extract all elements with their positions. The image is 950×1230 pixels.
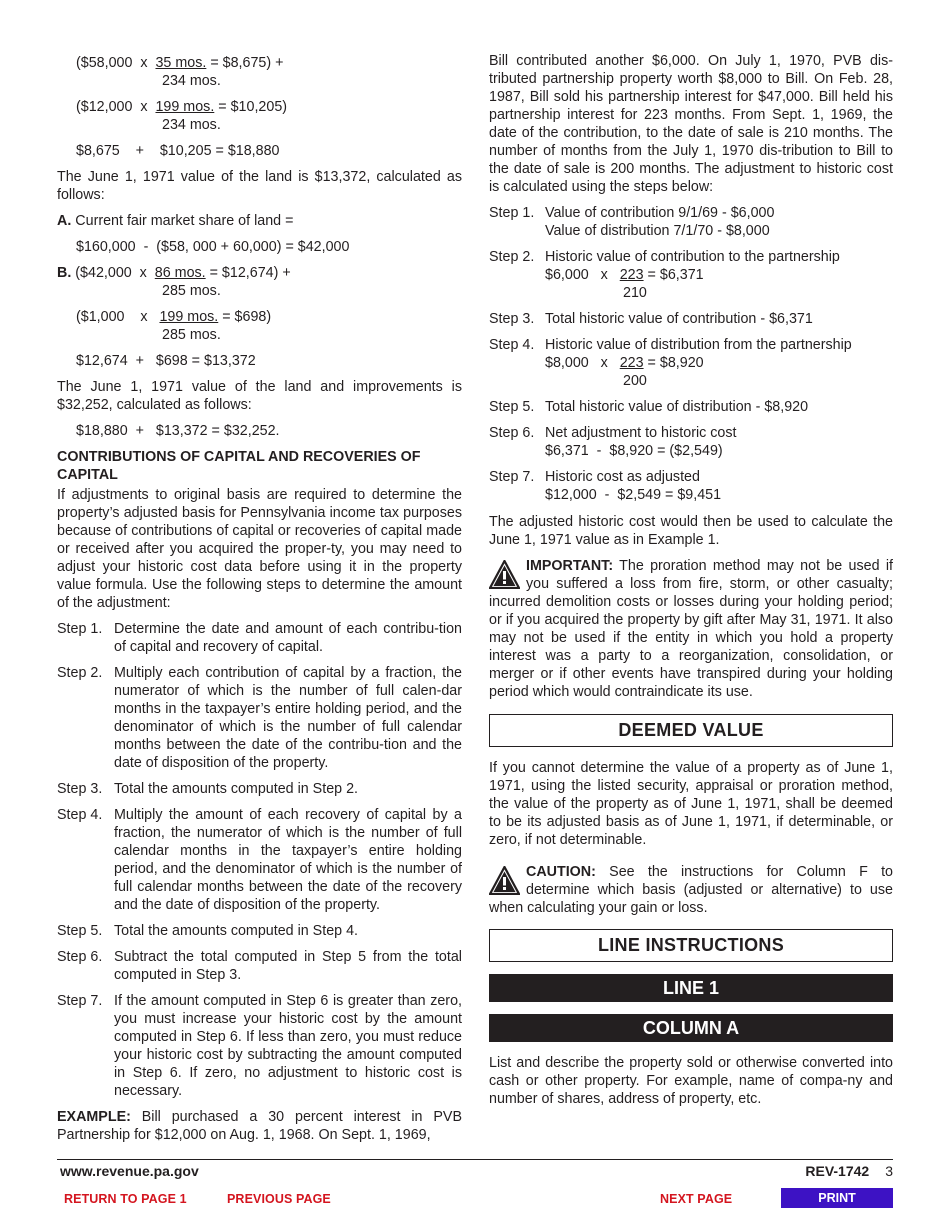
land-impr-intro: The June 1, 1971 value of the land and improvements is $32,252, calculated as follows: bbox=[57, 379, 462, 413]
step-number: Step 4. bbox=[57, 807, 103, 823]
footer-divider bbox=[57, 1159, 893, 1160]
step-number: Step 1. bbox=[489, 205, 535, 221]
steps-list bbox=[57, 620, 462, 1100]
calc-text: ($12,000 x bbox=[76, 99, 156, 115]
step-text: Multiply each contribution of capital by a fraction, the numerator of which is the number of full calen-dar months in the taxpayer’s entire holding period, and the denominator of which is the number of full calendar months between the date of the contribu-tion and the date of disposition of the property. bbox=[114, 665, 462, 771]
section-heading-contributions: CONTRIBUTIONS OF CAPITAL AND RECOVERIES OF CAPITAL bbox=[57, 449, 421, 483]
calc-text: $6,000 x bbox=[545, 267, 620, 283]
step-item bbox=[57, 922, 462, 940]
step-number: Step 5. bbox=[489, 399, 535, 415]
step-line: Net adjustment to historic cost bbox=[545, 425, 737, 441]
step-number: Step 6. bbox=[57, 949, 103, 965]
calc-numerator: 223 bbox=[619, 267, 644, 283]
step-number: Step 3. bbox=[489, 311, 535, 327]
important-note bbox=[489, 557, 893, 701]
step-text: Determine the date and amount of each contribu-tion of capital and recovery of capital. bbox=[114, 621, 462, 655]
warning-icon bbox=[489, 866, 520, 895]
step-line: $12,000 - $2,549 = $9,451 bbox=[545, 487, 722, 503]
calc-step bbox=[489, 248, 893, 302]
step-item bbox=[57, 664, 462, 772]
important-label: IMPORTANT: bbox=[526, 558, 614, 574]
caution-label: CAUTION: bbox=[526, 864, 596, 880]
calc-numerator: 199 mos. bbox=[155, 99, 215, 115]
calc-denominator: 210 bbox=[623, 285, 647, 301]
item-a-label: A. bbox=[57, 213, 72, 229]
calc-denominator: 234 mos. bbox=[162, 117, 221, 133]
example-label: EXAMPLE: bbox=[57, 1109, 131, 1125]
calc-step bbox=[489, 424, 893, 460]
caution-text: See the instructions for Column F to determine which basis (adjusted or alternative) to use when calculating your gain or loss. bbox=[489, 864, 893, 916]
step-item bbox=[57, 780, 462, 798]
footer-form-id bbox=[805, 1162, 893, 1180]
calc-b-1 bbox=[57, 264, 462, 300]
page-number: 3 bbox=[885, 1163, 893, 1179]
caution-note bbox=[489, 863, 893, 917]
example-paragraph bbox=[57, 1108, 462, 1144]
calc-b-sum: $12,674 + $698 = $13,372 bbox=[76, 353, 256, 369]
step-number: Step 2. bbox=[489, 249, 535, 265]
calc-numerator: 199 mos. bbox=[159, 309, 219, 325]
item-a bbox=[57, 212, 462, 230]
calc-text: ($42,000 x bbox=[75, 265, 155, 281]
step-number: Step 1. bbox=[57, 621, 103, 637]
column-a-paragraph: List and describe the property sold or otherwise converted into cash or other property. For example, name of compa-ny and number of shares, address of property, etc. bbox=[489, 1055, 893, 1107]
section-heading-deemed-value: DEEMED VALUE bbox=[489, 714, 893, 747]
calc-denominator: 285 mos. bbox=[162, 283, 221, 299]
calc-text: = $8,675) + bbox=[206, 55, 284, 71]
form-number: REV-1742 bbox=[805, 1163, 870, 1179]
calc-step bbox=[489, 468, 893, 504]
important-text: The proration method may not be used if you suffered a loss from fire, storm, or other casualty; incurred demolition costs or losses during your holding period; or if you acquired the property by gift after May 31, 1971. It also may not be used if the entity in which you hold a property interest was a party to a reorganization, consolidation, or merger or if other events have transpired during your holding period which would contraindicate its use. bbox=[489, 558, 893, 700]
calc-text: = $8,920 bbox=[643, 355, 704, 371]
step-number: Step 7. bbox=[57, 993, 103, 1009]
next-page-link[interactable]: NEXT PAGE bbox=[660, 1192, 733, 1206]
calc-numerator: 86 mos. bbox=[154, 265, 206, 281]
step-number: Step 2. bbox=[57, 665, 103, 681]
calc-step bbox=[489, 204, 893, 240]
item-a-text: Current fair market share of land = bbox=[75, 213, 294, 229]
calc-text: = $10,205) bbox=[214, 99, 288, 115]
adjusted-paragraph: The adjusted historic cost would then be used to calculate the June 1, 1971 value as in Example 1. bbox=[489, 514, 893, 548]
previous-page-link[interactable]: PREVIOUS PAGE bbox=[227, 1192, 331, 1206]
step-item bbox=[57, 806, 462, 914]
calc-text: = $6,371 bbox=[643, 267, 704, 283]
step-number: Step 5. bbox=[57, 923, 103, 939]
calc-denominator: 285 mos. bbox=[162, 327, 221, 343]
step-line: Value of contribution 9/1/69 - $6,000 bbox=[545, 205, 775, 221]
contrib-paragraph: If adjustments to original basis are required to determine the property’s adjusted basis for Pennsylvania income tax purposes because of contributions of capital or recoveries of capital made or received after you acquired the proper-ty, you may need to adjust your historic cost data before using it in the property value formula. Use the following steps to determine the amount of the adjustment: bbox=[57, 487, 462, 611]
calc-step bbox=[489, 398, 893, 416]
deemed-paragraph: If you cannot determine the value of a property as of June 1, 1971, using the listed security, appraisal or proration method, the value of the property as of June 1, 1971, shall be deemed to be its adjusted basis as of June 1, 1971, if determinable, or zero, if not determinable. bbox=[489, 760, 893, 848]
footer-url: www.revenue.pa.gov bbox=[60, 1163, 199, 1179]
print-button[interactable]: PRINT bbox=[781, 1188, 893, 1208]
calc-land-impr: $18,880 + $13,372 = $32,252. bbox=[76, 423, 280, 439]
step-line: Historic value of distribution from the partnership bbox=[545, 337, 852, 353]
section-heading-column-a: COLUMN A bbox=[489, 1014, 893, 1042]
calc-numerator: 223 bbox=[619, 355, 644, 371]
example-text: Bill purchased a 30 percent interest in PVB Partnership for $12,000 on Aug. 1, 1968. On Sept. 1, 1969, bbox=[57, 1109, 462, 1143]
step-line: Total historic value of distribution - $8,920 bbox=[545, 399, 809, 415]
calc-text: $8,000 x bbox=[545, 355, 620, 371]
section-heading-line-1: LINE 1 bbox=[489, 974, 893, 1002]
right-column bbox=[489, 52, 893, 1108]
left-column bbox=[57, 52, 462, 1144]
step-text: Multiply the amount of each recovery of capital by a fraction, the numerator of which is the number of full calendar months in the taxpayer’s entire holding period, and the denominator of which is the number of full calendar months between the date of the recovery and the date of disposition of the property. bbox=[114, 807, 462, 913]
step-item bbox=[57, 992, 462, 1100]
calc-text: = $698) bbox=[218, 309, 272, 325]
step-number: Step 3. bbox=[57, 781, 103, 797]
step-line: $6,371 - $8,920 = ($2,549) bbox=[545, 443, 723, 459]
example-continued: Bill contributed another $6,000. On July 1, 1970, PVB dis-tributed partnership property worth $8,000 to Bill. On Feb. 28, 1987, Bill sold his partnership interest for $47,000. Bill held his partnership interest for 223 months. From Sept. 1, 1969, the date of the contribution, to the date of sale is 210 months. The number of months from the July 1, 1970 dis-tribution to Bill to the date of sale is 200 months. The adjustment to historic cost is calculated using the steps below: bbox=[489, 53, 893, 195]
calc-text: ($1,000 x bbox=[76, 309, 160, 325]
calc-a: $160,000 - ($58, 000 + 60,000) = $42,000 bbox=[76, 239, 350, 255]
step-line: Historic value of contribution to the partnership bbox=[545, 249, 840, 265]
step-text: Total the amounts computed in Step 4. bbox=[114, 923, 358, 939]
calc-block-1 bbox=[57, 54, 462, 90]
step-item bbox=[57, 620, 462, 656]
calc-numerator: 35 mos. bbox=[155, 55, 207, 71]
return-to-page-1-link[interactable]: RETURN TO PAGE 1 bbox=[64, 1192, 187, 1206]
calc-denominator: 200 bbox=[623, 373, 647, 389]
step-line: Historic cost as adjusted bbox=[545, 469, 700, 485]
calc-step bbox=[489, 336, 893, 390]
step-text: Total the amounts computed in Step 2. bbox=[114, 781, 358, 797]
calc-sum: $8,675 + $10,205 = $18,880 bbox=[76, 143, 280, 159]
step-text: If the amount computed in Step 6 is greater than zero, you must increase your historic cost by the amount computed in Step 6. If less than zero, you must reduce your historic cost by subtracting the amount computed in Step 6. If zero, no adjustment to historic cost is necessary. bbox=[114, 993, 462, 1099]
step-number: Step 4. bbox=[489, 337, 535, 353]
step-number: Step 7. bbox=[489, 469, 535, 485]
warning-icon bbox=[489, 560, 520, 589]
step-item bbox=[57, 948, 462, 984]
step-line: Value of distribution 7/1/70 - $8,000 bbox=[545, 223, 770, 239]
step-text: Subtract the total computed in Step 5 from the total computed in Step 3. bbox=[114, 949, 462, 983]
calc-block-2 bbox=[57, 98, 462, 134]
section-heading-line-instructions: LINE INSTRUCTIONS bbox=[489, 929, 893, 962]
step-line: Total historic value of contribution - $6,371 bbox=[545, 311, 813, 327]
calc-text: ($58,000 x bbox=[76, 55, 156, 71]
land-intro: The June 1, 1971 value of the land is $13,372, calculated as follows: bbox=[57, 169, 462, 203]
item-b-label: B. bbox=[57, 265, 72, 281]
calc-denominator: 234 mos. bbox=[162, 73, 221, 89]
calc-text: = $12,674) + bbox=[205, 265, 291, 281]
calc-b-2 bbox=[57, 308, 462, 344]
step-number: Step 6. bbox=[489, 425, 535, 441]
calc-step bbox=[489, 310, 893, 328]
